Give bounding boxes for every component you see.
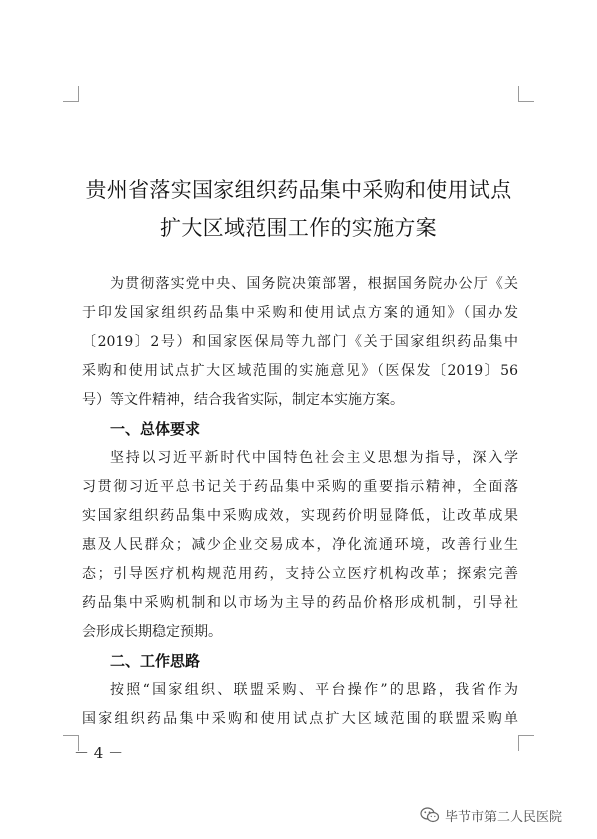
paragraph-line: 于印发国家组织药品集中采购和使用试点方案的通知》（国办发 [82, 305, 518, 321]
crop-mark [63, 735, 79, 736]
paragraph-line: 药品集中采购机制和以市场为主导的药品价格形成机制，引导社 [82, 595, 518, 611]
crop-mark [518, 735, 534, 736]
paragraph-line: 按照“国家组织、联盟采购、平台操作”的思路，我省作为 [110, 682, 518, 698]
wechat-icon [420, 807, 440, 823]
paragraph-line: 实国家组织药品集中采购成效，实现药价明显降低，让改革成果 [82, 508, 518, 524]
paragraph-line: 态；引导医疗机构规范用药，支持公立医疗机构改革；探索完善 [82, 566, 518, 582]
account-watermark [420, 805, 562, 825]
page-number: － 4 － [74, 744, 124, 762]
crop-mark [63, 101, 79, 102]
section-heading: 一、总体要求 [110, 420, 201, 438]
document-title: 贵州省落实国家组织药品集中采购和使用试点 [85, 178, 512, 202]
paragraph-line: 会形成长期稳定预期。 [82, 624, 222, 640]
crop-mark [518, 735, 519, 751]
paragraph-line: 采购和使用试点扩大区域范围的实施意见》（医保发〔2019〕56 [82, 363, 518, 379]
paragraph-line: 惠及人民群众；减少企业交易成本，净化流通环境，改善行业生 [82, 537, 518, 553]
paragraph-line: 〔2019〕2号）和国家医保局等九部门《关于国家组织药品集中 [82, 334, 518, 350]
crop-mark [518, 101, 534, 102]
section-heading: 二、工作思路 [110, 652, 201, 670]
paragraph-line: 习贯彻习近平总书记关于药品集中采购的重要指示精神，全面落 [82, 479, 518, 495]
paragraph-line: 号）等文件精神，结合我省实际，制定本实施方案。 [82, 392, 404, 408]
paragraph-line: 坚持以习近平新时代中国特色社会主义思想为指导，深入学 [110, 450, 518, 466]
paragraph-line: 国家组织药品集中采购和使用试点扩大区域范围的联盟采购单 [82, 711, 518, 727]
paragraph-line: 为贯彻落实党中央、国务院决策部署，根据国务院办公厅《关 [110, 276, 518, 292]
document-title: 扩大区域范围工作的实施方案 [160, 216, 437, 240]
watermark-text: 毕节市第二人民医院 [445, 809, 563, 825]
crop-mark [518, 86, 519, 102]
crop-mark [78, 86, 79, 102]
